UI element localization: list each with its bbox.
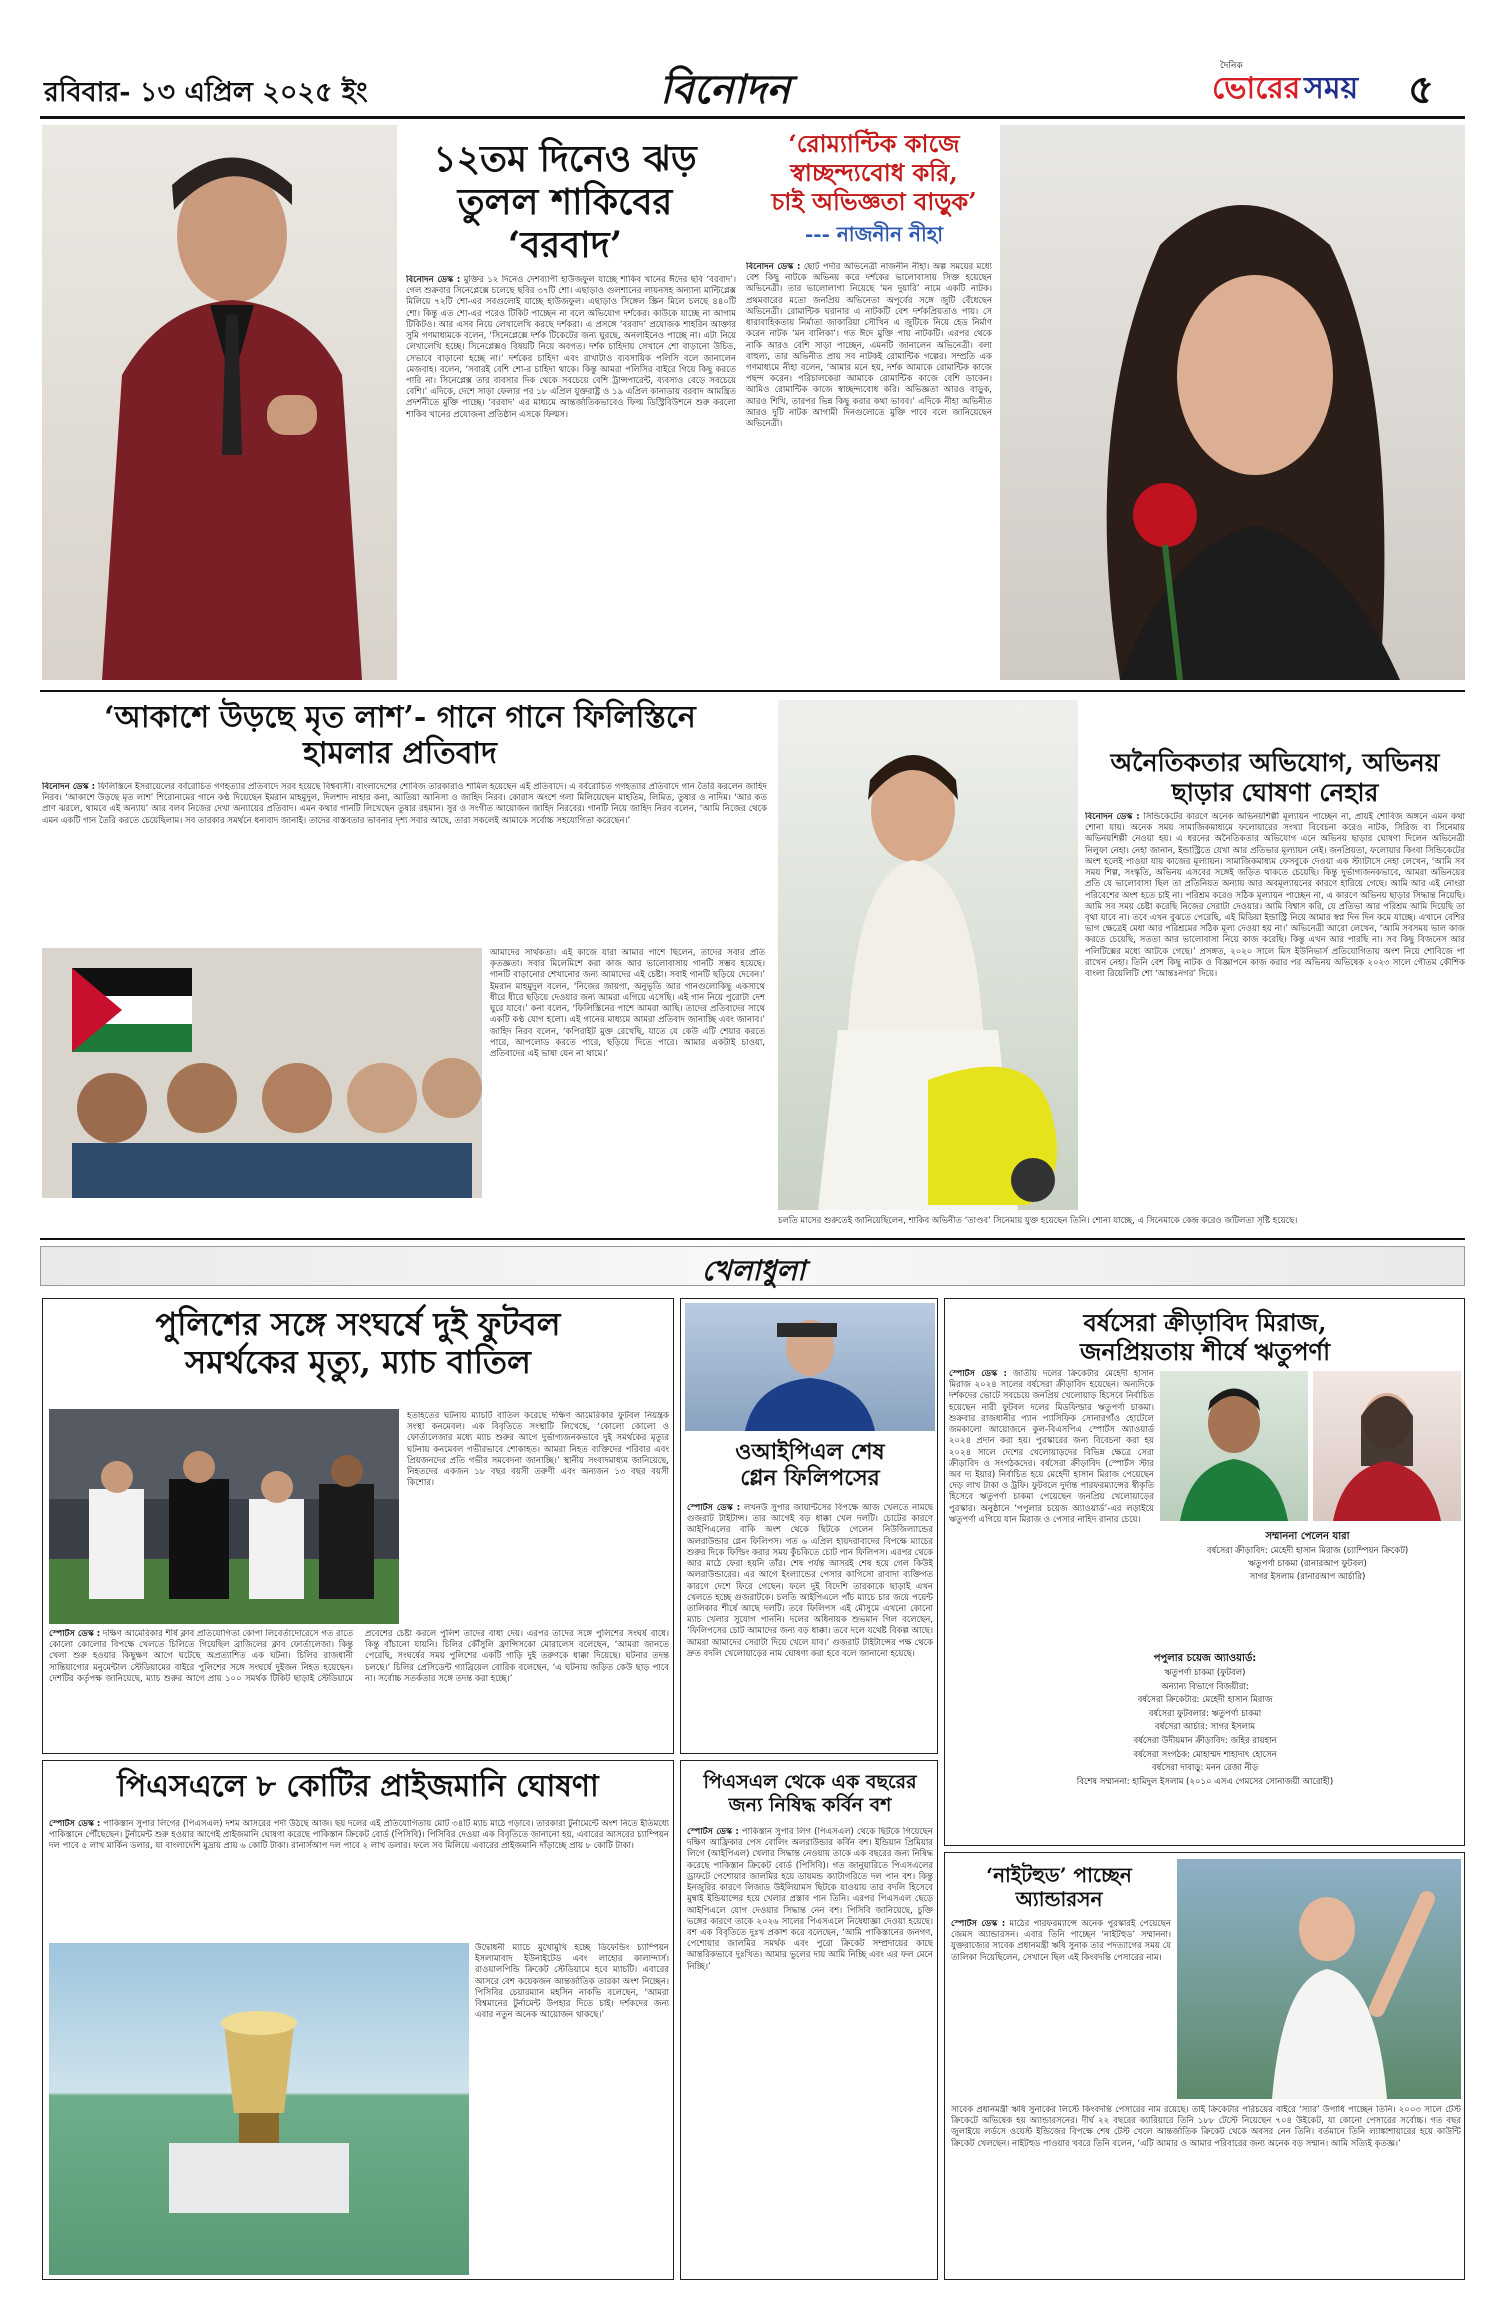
- brand-left: ভোরের: [1212, 71, 1301, 106]
- awards-heading: সম্মাননা পেলেন যারা: [1265, 1531, 1350, 1542]
- football-text-right: হতাহতের ঘটনায় ম্যাচটি বাতিল করেছে দক্ষিণ আমেরিকার ফুটবল নিয়ন্ত্রক সংস্থা কনমেবল। এক বিবৃতিতে সংস্থাটি লিখেছে, ‘কোলো কোলো ও ফোর্তালেজার মধ্যে ম্যাচ শুরুর আগে দুর্ভাগ্যজনকভাবে দুই সমর্থকের মৃত্যুর ঘটনায় কনমেবল গভীরভাবে শোকাহত। আমরা নিহত ব্যক্তিদের পরিবার এবং প্রিয়জনদের প্রতি গভীর সমবেদনা জানাচ্ছি।’ স্থানীয় সংবাদমাধ্যম জানিয়েছে, নিহতদের একজন ১৮ বছর বয়সী তরুণী এবং অন্যজন ১৩ বছর বয়সী কিশোর।: [407, 1411, 669, 1489]
- nazneen-quote-line1: ‘রোম্যান্টিক কাজে: [788, 129, 960, 158]
- anderson-headline-line2: অ্যান্ডারসন: [1015, 1887, 1103, 1911]
- corbin-headline: [685, 1771, 935, 1817]
- anderson-headline-line1: ‘নাইটহুড’ পাচ্ছেন: [986, 1863, 1132, 1887]
- anderson-photo: [1177, 1859, 1461, 2099]
- corbin-headline-line1: পিএসএল থেকে এক বছরের: [703, 1771, 917, 1793]
- psl-box: [42, 1760, 674, 2280]
- palestine-text-top: ফিলিস্তিনে ইসরায়েলের বর্বরোচিত গণহত্যার প্রতিবাদে সরব হয়েছে বিশ্ববাসী। বাংলাদেশের শোবিজ তারকারাও শামিল হয়েছেন এই প্রতিবাদে। এ বর্বরোচিত গণহত্যার প্রতিবাদে গান তৈরি করলেন জাহিদ নিরব। ‘আকাশে উড়ছে মৃত লাশ’ শিরোনামের গানে কণ্ঠ দিয়েছেন ইমরান মাহমুদুল, দিলশাদ নাহার কনা, আতিয়া আনিসা ও জাহিদ নিরব। কোরাস অংশে গলা মিলিয়েছেন মাহতিম, লিমিত, তুষার ও নাদিম। ‘আর কত প্রাণ ঝরলে, থামবে এই অন্যায়’ আর বলব নিজের দেখা অন্যায়ের প্রতিবাদ। এমন কথার গানটি লিখেছেন তুষার রহমান। সুর ও সংগীত আয়োজন জাহিদ নিরবের। গানটি নিয়ে জাহিদ নিরব বলেন, ‘আমি নিজের থেকে এমন একটি গান তৈরি করতে চেয়েছিলাম। সব তারকার সমর্থনে ধন্যবাদ জানাই। তাদের বাস্তবতার ভাবনার দৃশ্য সবার আছে, তারা সকলেই আমাকে সর্বোচ্চ সহযোগিতা করেছেন।’: [42, 782, 767, 826]
- section-title: বিনোদন: [660, 66, 791, 113]
- psl-text-bottom: উদ্বোধনী ম্যাচে মুখোমুখি হচ্ছে ডিফেন্ডিং চ্যাম্পিয়ন ইসলামাবাদ ইউনাইটেড এবং লাহোর কালান্দার্স। রাওয়ালপিন্ডি ক্রিকেট স্টেডিয়ামে হবে ম্যাচটি। এবারের আসরে বেশ কয়েকজন আন্তর্জাতিক তারকা অংশ নিচ্ছেন। পিসিবির চেয়ারম্যান মহসিন নাকভি বলেছেন, ‘আমরা বিশ্বমানের টুর্নামেন্ট উপহার দিতে চাই। দর্শকদের জন্য এবার নতুন অনেক আয়োজন থাকছে।’: [475, 1943, 669, 2021]
- nazneen-quote: [744, 130, 1004, 246]
- psl-body-top: [49, 1819, 669, 1937]
- shakib-headline-line1: ১২তম দিনেও ঝড়: [433, 138, 697, 180]
- shakib-headline-line2: তুলল শাকিবের: [457, 181, 673, 224]
- football-body-bottom: [49, 1629, 669, 1749]
- neha-text: সিন্ডিকেটের কারণে অনেক অভিনয়শিল্পী মূল্যায়ন পাচ্ছেন না, প্রায়ই শোবিজ অঙ্গনে এমন কথা শোনা যায়। অনেক সময় সামাজিকমাধ্যমে ফলোয়ারের সংখ্যা বিবেচনা করেও নাটক, সিরিজ বা সিনেমায় অভিনয়শিল্পী নেওয়া হয়। এ ধরনের অনৈতিকতার অভিযোগ এনে অভিনয় ছাড়ার ঘোষণা দিলেন অভিনেত্রী নিলুফা নেহা। নেহা জানান, ইন্ডাস্ট্রিতে যেখা আর প্রতিভার মূল্যায়ন নেই। জনপ্রিয়তা, ফলোয়ার কিংবা সিন্ডিকেটের অংশ হলেই পাওয়া যায় কাজের মূল্যায়ন। সামাজিকমাধ্যম ফেসবুকে দেওয়া এক স্ট্যাটাসে নেহা লেখেন, ‘আমি সব সময় শিল্প, সংস্কৃতি, অভিনয় এসবের সঙ্গেই জড়িত থাকতে চেয়েছি। কিন্তু দুর্ভাগ্যজনকভাবে, আমরা অভিনয়ের প্রতি যে ভালোবাসা ছিল তা প্রতিনিয়ত অন্যায় আর অবমূল্যায়নের কারণে হারিয়ে গেছে। আমি আর এই নোংরা পরিবেশের অংশ হতে চাই না। পরিশ্রম করেও সঠিক মূল্যায়ন পাচ্ছেন না, এ কারণে অভিনয় ছাড়ার সিদ্ধান্ত নিয়েছি। আমি সব সময় চেষ্টা করেছি নিজের সেরাটা দেওয়ার। আমি বিশ্বাস করি, যে প্রতিভা আর পরিশ্রম আমি দিয়েছি তা বৃথা যাবে না। তবে এখন বুঝতে পেরেছি, এই মিডিয়া ইন্ডাস্ট্রি নিয়ে আমার স্বপ্ন দিন দিন কমে যাচ্ছে। এখানে বেশির ভাগ ক্ষেত্রেই মেধা আর পরিশ্রমের সঠিক মূল্য দেওয়া হয় না।’ অভিনেত্রী আরো লেখেন, ‘আমি সবসময় ভাল কাজ করতে চেয়েছি, সততা আর ভালোবাসা নিয়ে কাজ করেছি। কিন্তু এখন আর পারছি না। সব কিছু বিজনেস আর পলিটিক্সের মধ্যে আটকে গেছে।’ প্রসঙ্গত, ২০২০ সালে মিস ইউনিভার্স প্রতিযোগিতায় অংশ নিয়ে শোবিজে পা রাখেন নেহা। তিনি বেশ কিছু নাটক ও বিজ্ঞাপনে কাজ করার পর অভিনয় অভিষেক ২০২৩ সালে গৌতম কৌশিক বাংলা রিয়েলিটি শো ‘আন্তঃনগর’ দিয়ে।: [1085, 812, 1465, 980]
- ipl-headline: [685, 1439, 935, 1492]
- popular-4: বর্ষসেরা ফুটবলার: ঋতুপর্ণা চাকমা: [1148, 1708, 1262, 1719]
- corbin-text: পাকিস্তান সুপার লিগ (পিএসএল) থেকে ছিটকে গিয়েছেন দক্ষিণ আফ্রিকার পেস বোলিং অলরাউন্ডার কর্বিন বশ। ইন্ডিয়ান প্রিমিয়ার লিগে (আইপিএল) খেলার সিদ্ধান্ত নেওয়ায় তাকে এক বছরের জন্য নিষিদ্ধ করেছে পাকিস্তান ক্রিকেট বোর্ড (পিসিবি)। গত জানুয়ারিতে পিএসএলের ড্রাফটে পেশোয়ার জালমির হয়ে ডায়মন্ড ক্যাটাগরিতে দল পান বশ। কিন্তু ইনজুরির কারণে লিজাড উইলিয়ামস ছিটকে যাওয়ায় তার বদলি হিসেবে মুম্বাই ইন্ডিয়ান্সের হয়ে খেলার প্রস্তাব পান তিনি। এরপর পিএসএল ছেড়ে আইপিএলে যোগ দেওয়ার সিদ্ধান্ত নেন বশ। পিসিবি জানিয়েছে, চুক্তি ভঙ্গের কারণে তাকে ২০২৬ সালের পিএসএলে নিষেধাজ্ঞা দেওয়া হয়েছে। বশ এক বিবৃতিতে দুঃখ প্রকাশ করে বলেছেন, ‘আমি পাকিস্তানের জনগণ, পেশোয়ার জালমির সমর্থক এবং পুরো ক্রিকেট সম্প্রদায়ের কাছে আন্তরিকভাবে দুঃখিত। আমার ভুলের দায় আমি নিচ্ছি এবং এর ফল মেনে নিচ্ছি।’: [687, 1827, 933, 1972]
- anderson-headline: [949, 1863, 1169, 1911]
- neha-headline-line2: ছাড়ার ঘোষণা নেহার: [1171, 778, 1379, 807]
- anderson-body-bottom: [951, 2105, 1461, 2275]
- psl-headline: পিএসএলে ৮ কোটির প্রাইজমানি ঘোষণা: [117, 1769, 599, 1804]
- palestine-photo: [42, 948, 482, 1198]
- palestine-headline-line2: হামলার প্রতিবাদ: [303, 736, 497, 771]
- palestine-headline: [40, 700, 760, 772]
- nazneen-photo: [1000, 125, 1465, 680]
- top-row-rule: [40, 690, 1465, 692]
- shakib-headline: [410, 138, 720, 268]
- bss-headline-line1: বর্ষসেরা ক্রীড়াবিদ মিরাজ,: [1083, 1308, 1327, 1337]
- football-headline-line1: পুলিশের সঙ্গে সংঘর্ষে দুই ফুটবল: [155, 1305, 561, 1343]
- ipl-body: [687, 1503, 933, 1749]
- ipl-headline-line1: ওআইপিএল শেষ: [735, 1439, 885, 1465]
- bss-headline-line2: জনপ্রিয়তায় শীর্ষে ঋতুপর্ণা: [1079, 1336, 1331, 1366]
- ipl-box: [680, 1298, 938, 1754]
- bss-popular: [949, 1651, 1461, 1789]
- neha-lead: বিনোদন ডেস্ক :: [1085, 812, 1140, 822]
- popular-9: বিশেষ সম্মাননা: হামিদুল ইসলাম (২০১০ এসএ গেমসের সোনাজয়ী আরোহী): [1076, 1776, 1334, 1787]
- football-box: [42, 1298, 674, 1754]
- shakib-text: মুক্তির ১২ দিনেও দেশব্যাপী হাউজফুল যাচ্ছে শাকিব খানের ঈদের ছবি ‘বরবাদ’। গেল শুক্রবার সিনেপ্লেক্সে চলেছে ছবির ৩৭টি শো। এছাড়াও গুলশানের লায়নসহ অন্যান্য মাল্টিপ্লেক্স মিলিয়ে ৭২টি শো-এর সবগুলোই যাচ্ছে হাউজফুল। এছাড়াও সিঙ্গেল স্ক্রিন মিলে চলছে ৪৪০টি শো। কিন্তু এত শো-এর পরেও টিকিট পাচ্ছেন না বলে অভিযোগ দর্শকের। কাউকে যাচ্ছে না আগাম টিকিটও। আর এসব নিয়ে লেখালেখি করছে দর্শকরা। এ প্রসঙ্গে ‘বরবাদ’ প্রযোজক শাহরিন আক্তার সুমি গণমাধ্যমকে বলেন, ‘সিনেপ্লেক্সে দর্শক টিকেটের জন্য ঘুরছে, অনলাইনেও পাচ্ছে না। এটা নিয়ে লেখালেখি হচ্ছে। সিনেপ্লেক্সও বিষয়টি নিয়ে অবগত। দর্শক চাহিদায় সেখানে শো বাড়ানো উচিত, সেভাবে বাড়ানো হচ্ছে না।’ দর্শকের চাহিদা এবং রাখাটাও ব্যবসায়িক পলিসি বলে জানালেন মেজবাহ। বলেন, ‘সবারই বেশি শো-র চাহিদা থাকে। কিন্তু আমরা পলিসির বাইরে গিয়ে কিছু করতে পারি না। সিনেপ্লেক্স তার ব্যবসার দিক থেকে সবচেয়ে বেশি ট্রান্সপারেন্ট, ব্যবসাও বেড়ে সবচেয়ে বেশি।’ এদিকে, দেশে সাড়া ফেলার পর ১৮ এপ্রিল যুক্তরাষ্ট্র ও ১৯ এপ্রিল কানাডায় বরবাদ আমন্ত্রিত প্রদর্শনীতে মুক্তি পাচ্ছে। ‘বরবাদ’ এর মাধ্যমে আন্তর্জাতিকভাবেও ফিল্ম ডিস্ট্রিবিউশনে শুরু করলো শাকিব খানের প্রযোজনা প্রতিষ্ঠান এসকে ফিল্মস।: [406, 275, 736, 420]
- scooter-caption: চলতি মাসের শুরুতেই জানিয়েছিলেন, শাকিব অভিনীত ‘তাণ্ডব’ সিনেমায় যুক্ত হয়েছেন তিনি। শোনা যাচ্ছে, এ সিনেমাকে কেন্দ্র করেও জটিলতা সৃষ্টি হয়েছে।: [778, 1216, 1298, 1226]
- psl-body-bottom: [475, 1943, 669, 2275]
- awards-1: বর্ষসেরা ক্রীড়াবিদ: মেহেদী হাসান মিরাজ (চ্যাম্পিয়ন ক্রিকেট): [1206, 1545, 1409, 1556]
- football-headline: [48, 1305, 668, 1382]
- palestine-lead: বিনোদন ডেস্ক :: [42, 782, 95, 792]
- popular-3: বর্ষসেরা ক্রিকেটার: মেহেদী হাসান মিরাজ: [1137, 1695, 1273, 1706]
- header-rule: [40, 116, 1465, 119]
- football-photo: [49, 1409, 399, 1624]
- football-text-bottom: দক্ষিণ আমেরিকার শীর্ষ ক্লাব প্রতিযোগিতা কোপা লিবের্তাদোরেসে গত রাতে কোলো কোলোর বিপক্ষে খেলতে চিলিতে গিয়েছিল ব্রাজিলের ক্লাব ফোর্তালেজা। কিন্তু খেলা শুরু হওয়ার কিছুক্ষণ আগে ঘটেছে অপ্রত্যাশিত এক ঘটনা। চিলির রাজধানী সান্তিয়াগোর মনুমেন্টাল স্টেডিয়ামের বাইরে পুলিশের সঙ্গে সংঘর্ষে দুইজন নিহত হয়েছেন। দেশটির কর্তৃপক্ষ জানিয়েছে, ম্যাচ শুরুর আগে প্রায় ১০০ সমর্থক টিকিট ছাড়াই স্টেডিয়ামে প্রবেশের চেষ্টা করলে পুলিশ তাদের বাধা দেয়। এরপর তাদের সঙ্গে পুলিশের সংঘর্ষ বাধে। কিন্তু বাঁচানো যায়নি। চিলির কৌঁসুলি ফ্রান্সিসকো মোরালেস বলেছেন, ‘আমরা জানতে পেরেছি, সংঘর্ষের সময় পুলিশের একটি গাড়ি দুই তরুণকে ধাক্কা দিয়েছে। ঘটনার তদন্ত চলছে।’ চিলির প্রেসিডেন্ট গ্যাব্রিয়েল বোরিক বলেছেন, ‘এ ঘটনায় জড়িত কেউ ছাড় পাবে না। সর্বোচ্চ সতর্কতার সঙ্গে তদন্ত করা হচ্ছে।’: [49, 1629, 669, 1684]
- brand-right: সময়: [1304, 71, 1359, 106]
- anderson-text-right: মাঠের পারফরম্যান্সে অনেক পুরস্কারই পেয়েছেন জেমস অ্যান্ডারসন। এবার তিনি পাচ্ছেন ‘নাইটহুড’ সম্মাননা। যুক্তরাজ্যের সাবেক প্রধানমন্ত্রী ঋষি সুনাক তার পদত্যাগের সময় যে তালিকা দিয়েছিলেন, সেখানে ছিল এই কিংবদন্তি পেসারের নাম।: [951, 1919, 1171, 1963]
- awards-2: ঋতুপর্ণা চাকমা (রানারআপ ফুটবল): [1248, 1558, 1367, 1569]
- bss-body: [949, 1369, 1154, 1644]
- nazneen-text: ছোট পর্দার অভিনেত্রী নাজনীন নীহা। অল্প সময়ের মধ্যে বেশ কিছু নাটকে অভিনয় করে দর্শকের ভালোবাসায় সিক্ত হয়েছেন অভিনেত্রী। তার ভালোলাগা নিয়েছে ‘মন দুয়ারি’ নামে একটি নাটক। প্রথমবারের মতো জনপ্রিয় অভিনেতা অপূর্বের সঙ্গে জুটি বেঁধেছেন অভিনেত্রী। রোমান্টিক ঘরানার এ নাটকটি বেশ দর্শকপ্রিয়তাও পায়। সে ধারাবাহিকতায় নির্মাতা জাকারিয়া সৌখিন এ জুটিকে নিয়ে হেড নির্মাণ করেন নাটক ‘মন বালিকা’। গত ঈদে মুক্তি পায় নাটকটি। এরপর থেকে নাকি আরও বেশি সাড়া পাচ্ছেন, এমনটি জানালেন অভিনেত্রী। বলা বাহুল্য, তার অভিনীত প্রায় সব নাটকই রোমান্টিক গল্পের। সম্প্রতি এক গণমাধ্যমে নীহা বলেন, ‘আমার মনে হয়, দর্শক আমাকে রোমান্টিক কাজে পছন্দ করেন। পরিচালকেরা আমাকে রোমান্টিক কাজে বেশি ডাকেন। আমিও রোমান্টিক কাজে স্বাচ্ছন্দ্যবোধ করি। অভিজ্ঞতা আরও বাড়ুক, আরও শিখি, তারপর ভিন্ন কিছু করার কথা ভাবব।’ এদিকে নীহা অভিনীত আরও দুটি নাটক আগামী দিনগুলোতে মুক্তি পাবে বলে জানিয়েছেন অভিনেত্রী।: [746, 262, 992, 430]
- corbin-headline-line2: জন্য নিষিদ্ধ কর্বিন বশ: [728, 1793, 892, 1816]
- psl-text-top: পাকিস্তান সুপার লিগের (পিএসএল) দশম আসরের পর্দা উঠছে আজ। ছয় দলের এই প্রতিযোগিতায় মোট ৩৪টি ম্যাচ মাঠে গড়াবে। তারকারা টুর্নামেন্টে অংশ নিতে ইতিমধ্যে পাকিস্তানে পৌঁছেছেন। টুর্নামেন্ট শুরু হওয়ার আগেই প্রাইজমানি ঘোষণা করেছে পাকিস্তান ক্রিকেট বোর্ড (পিসিবি)। পিসিবির দেওয়া এক বিবৃতিতে জানানো হয়, এবারের আসরের চ্যাম্পিয়ন দল পাবে ৫ লাখ মার্কিন ডলার, যা বাংলাদেশি মুদ্রায় প্রায় ৬ কোটি টাকা। রানার্সআপ দল পাবে ২ লাখ ডলার। ফলে সব মিলিয়ে এবারের প্রাইজমানি দাঁড়াচ্ছে প্রায় ৮ কোটি টাকা।: [49, 1819, 669, 1852]
- bss-lead: স্পোর্টস ডেস্ক :: [949, 1369, 1007, 1379]
- shakib-photo: [42, 125, 397, 680]
- ipl-photo: [685, 1303, 935, 1431]
- anderson-text-bottom: সাবেক প্রধানমন্ত্রী ঋষি সুনাকের লিস্টে কিংবদন্তি পেসারের নাম রয়েছে। তাই ক্রিকেটার পরিচয়ের বাইরে ‘স্যার’ উপাধি পাচ্ছেন তিনি। ২০০৩ সালে টেস্ট ক্রিকেটে অভিষেক হয় অ্যান্ডারসনের। দীর্ঘ ২২ বছরের ক্যারিয়ারে তিনি ১৮৮ টেস্টে নিয়েছেন ৭০৪ উইকেট, যা কোনো পেসারের সর্বোচ্চ। গত বছর জুলাইয়ে লর্ডসে ওয়েস্ট ইন্ডিজের বিপক্ষে শেষ টেস্ট খেলে আন্তর্জাতিক ক্রিকেট থেকে অবসর নেন তিনি। বর্তমানে তিনি ল্যাঙ্কাশায়ারের হয়ে কাউন্টি ক্রিকেট খেলছেন। নাইটহুড পাওয়ার খবরে তিনি বলেন, ‘এটি আমার ও আমার পরিবারের জন্য অনেক বড় সম্মান। আমি সত্যিই কৃতজ্ঞ।’: [951, 2105, 1461, 2149]
- sports-banner-title: খেলাধুলা: [701, 1254, 806, 1287]
- nazneen-body: [746, 262, 992, 680]
- ipl-lead: স্পোর্টস ডেস্ক :: [687, 1503, 741, 1513]
- palestine-body-right: [490, 948, 765, 1210]
- nazneen-lead: বিনোদন ডেস্ক :: [746, 262, 801, 272]
- neha-headline-line1: অনৈতিকতার অভিযোগ, অভিনয়: [1110, 748, 1440, 777]
- sports-banner: [40, 1246, 1465, 1286]
- shakib-lead: বিনোদন ডেস্ক :: [406, 275, 461, 285]
- neha-photo: [778, 700, 1078, 1210]
- ipl-text: লখনউ সুপার জায়ান্টসের বিপক্ষে আজ খেলতে নামছে গুজরাট টাইটান্স। তার আগেই বড় ধাক্কা খেল দলটি। চোটের কারণে আইপিএলের বাকি অংশ থেকে ছিটকে গেলেন নিউজিল্যান্ডের অলরাউন্ডার গ্লেন ফিলিপস। গত ৬ এপ্রিল হায়দরাবাদের বিপক্ষে ম্যাচের শুরুর দিকে ফিল্ডিং করার সময় কুঁচকিতে চোট পান ফিলিপস। এরপর থেকে আর মাঠে ফেরা হয়নি তাঁর। শেষ পর্যন্ত আসরই শেষ হয়ে গেল কিউই অলরাউন্ডারের। এর আগে ইংল্যান্ডের পেসার কাগিসো রাবাদা ব্যক্তিগত কারণে দেশে ফিরে গেছেন। ফলে দুই বিদেশি তারকাকে ছাড়াই এখন খেলতে হচ্ছে গুজরাটকে। চলতি আইপিএলে পাঁচ ম্যাচে চার জয়ে পয়েন্ট তালিকার শীর্ষে আছে দলটি। তবে ফিলিপস এই মৌসুমে এখনো কোনো ম্যাচ খেলার সুযোগ পাননি। দলের অধিনায়ক শুভমান গিল বলেছেন, ‘ফিলিপসের চোট আমাদের জন্য বড় ধাক্কা। তবে দলে যথেষ্ট বিকল্প আছে। আমরা আমাদের সেরাটা দিয়ে খেলে যাব।’ গুজরাট টাইটান্সের পক্ষ থেকে দ্রুত বদলি খেলোয়াড়ের নাম ঘোষণা করা হবে বলে জানানো হয়েছে।: [687, 1503, 933, 1659]
- brand-small: দৈনিক: [1220, 61, 1243, 71]
- miraz-photo: [1160, 1371, 1308, 1521]
- shakib-headline-line3: ‘বরবাদ’: [507, 224, 623, 267]
- palestine-body-top: [42, 782, 767, 942]
- popular-1: ঋতুপর্ণা চাকমা (ফুটবল): [1164, 1668, 1246, 1678]
- football-body-right: [407, 1411, 669, 1625]
- popular-6: বর্ষসেরা উদীয়মান ক্রীড়াবিদ: জহির রায়হান: [1133, 1735, 1277, 1746]
- masthead: [0, 0, 1500, 120]
- shakib-body: [406, 275, 736, 675]
- popular-5: বর্ষসেরা আর্চার: সাগর ইসলাম: [1154, 1722, 1256, 1733]
- neha-body: [1085, 812, 1465, 1204]
- nazneen-quote-line3: চাই অভিজ্ঞতা বাড়ুক’: [771, 186, 977, 216]
- anderson-lead: স্পোর্টস ডেস্ক :: [951, 1919, 1006, 1929]
- issue-date: রবিবার- ১৩ এপ্রিল ২০২৫ ইং: [44, 77, 368, 108]
- psl-lead: স্পোর্টস ডেস্ক :: [49, 1819, 101, 1829]
- page-number: ৫: [1408, 66, 1434, 113]
- anderson-box: [944, 1852, 1465, 2280]
- popular-8: বর্ষসেরা দাবাড়ু: মনন রেজা নীড়: [1151, 1763, 1259, 1774]
- palestine-headline-line1: ‘আকাশে উড়ছে মৃত লাশ’- গানে গানে ফিলিস্তিনে: [104, 700, 696, 735]
- popular-2: অন্যান্য বিভাগে বিজয়ীরা:: [1161, 1681, 1249, 1692]
- psl-trophy-photo: [49, 1943, 469, 2275]
- corbin-body: [687, 1827, 933, 2275]
- palestine-text-right: আমাদের সার্থকতা। এই কাজে যারা আমার পাশে ছিলেন, তাদের সবার প্রতি কৃতজ্ঞতা। সবার মিলেমিশে করা কাজ আর ভালোবাসায় গানটি সম্ভব হয়েছে। গানটি বাড়ানোর শেখানোর জন্য আমাদের এই চেষ্টা। সবাই গানটি ছড়িয়ে দেবেন।’ ইমরান মাহমুদুল বলেন, ‘নিজের জায়গা, অনুভূতি আর গানগুলোকিছু একসাথে ধীরে ধীরে ছড়িয়ে দেওয়ার জন্য আমরা এগিয়ে এসেছি। এই গান নিয়ে পুরোটা দেশ ঘুরে যাবে।’ কনা বলেন, ‘ফিলিস্তিনের পাশে আমরা আছি। তাদের প্রতিবাদের সাথে একটি কণ্ঠ যোগ হলো। এই গানের মাধ্যমে আমরা প্রতিবাদ জানাচ্ছি এবং জানাব।’ জাহিদ নিরব বলেন, ‘কপিরাইট মুক্ত রেখেছি, যাতে যে কেউ এটি শেয়ার করতে পারে, আপলোড করতে পারে, ছড়িয়ে দিতে পারে। আমার একটাই চাওয়া, প্রতিবাদের এই ভাষা যেন না থামে।’: [490, 948, 765, 1059]
- nazneen-name: --- নাজনীন নীহা: [804, 222, 944, 247]
- corbin-lead: স্পোর্টস ডেস্ক :: [687, 1827, 739, 1837]
- anderson-body-right: [951, 1919, 1171, 2097]
- bss-awards: [949, 1529, 1461, 1584]
- nazneen-quote-line2: স্বাচ্ছন্দ্যবোধ করি,: [790, 157, 958, 187]
- bss-text: জাতীয় দলের ক্রিকেটার মেহেদী হাসান মিরাজ ২০২৪ সালের বর্ষসেরা ক্রীড়াবিদ হয়েছেন। অন্যদিকে দর্শকদের ভোটে সবচেয়ে জনপ্রিয় খেলোয়াড় হিসেবে নির্বাচিত হয়েছেন নারী ফুটবল দলের মিডফিল্ডার ঋতুপর্ণা চাকমা। শুক্রবার রাজধানীর প্যান প্যাসিফিক সোনারগাঁও হোটেলে জমকালো আয়োজনে কুল-বিএসপিএ স্পোর্টস অ্যাওয়ার্ড ২০২৪ প্রদান করা হয়। পুরস্কারের জন্য বিবেচনা করা হয় ২০২৪ সালে দেশের খেলোয়াড়দের বিভিন্ন ক্ষেত্রে সেরা ক্রীড়াবিদ ও সংগঠকদের। বর্ষসেরা ক্রীড়াবিদ (স্পোর্টস স্টার অব দ্য ইয়ার) নির্বাচিত হয়ে মেহেদী হাসান মিরাজ পেয়েছেন দেড় লাখ টাকা ও ট্রফি। ফুটবলে দুর্দান্ত পারফরম্যান্সের স্বীকৃতি হিসেবে ঋতুপর্ণা চাকমা পেয়েছেন জনপ্রিয় খেলোয়াড়ের পুরস্কার। অনুষ্ঠানে ‘পপুলার চয়েজ অ্যাওয়ার্ড’-এর লড়াইয়ে ঋতুপর্ণা এগিয়ে যান মিরাজ ও পেসার নাহিদ রানার চেয়ে।: [949, 1369, 1154, 1525]
- brand-logo: [1172, 58, 1462, 112]
- awards-3: সাগর ইসলাম (রানারআপ আর্চারি): [1249, 1571, 1366, 1582]
- football-lead: স্পোর্টস ডেস্ক :: [49, 1629, 101, 1639]
- popular-7: বর্ষসেরা সংগঠক: মোহাম্মদ শাহাদাৎ হোসেন: [1133, 1749, 1277, 1760]
- neha-headline: [1085, 748, 1465, 808]
- corbin-box: [680, 1760, 938, 2280]
- sports-banner-rule-top: [40, 1238, 1465, 1240]
- bss-box: [944, 1298, 1465, 1846]
- popular-heading: পপুলার চয়েজ অ্যাওয়ার্ড:: [1153, 1653, 1257, 1664]
- rituparna-photo: [1313, 1371, 1461, 1521]
- bss-headline: [949, 1309, 1461, 1367]
- ipl-headline-line2: গ্লেন ফিলিপসের: [740, 1465, 880, 1492]
- football-headline-line2: সমর্থকের মৃত্যু, ম্যাচ বাতিল: [185, 1343, 531, 1382]
